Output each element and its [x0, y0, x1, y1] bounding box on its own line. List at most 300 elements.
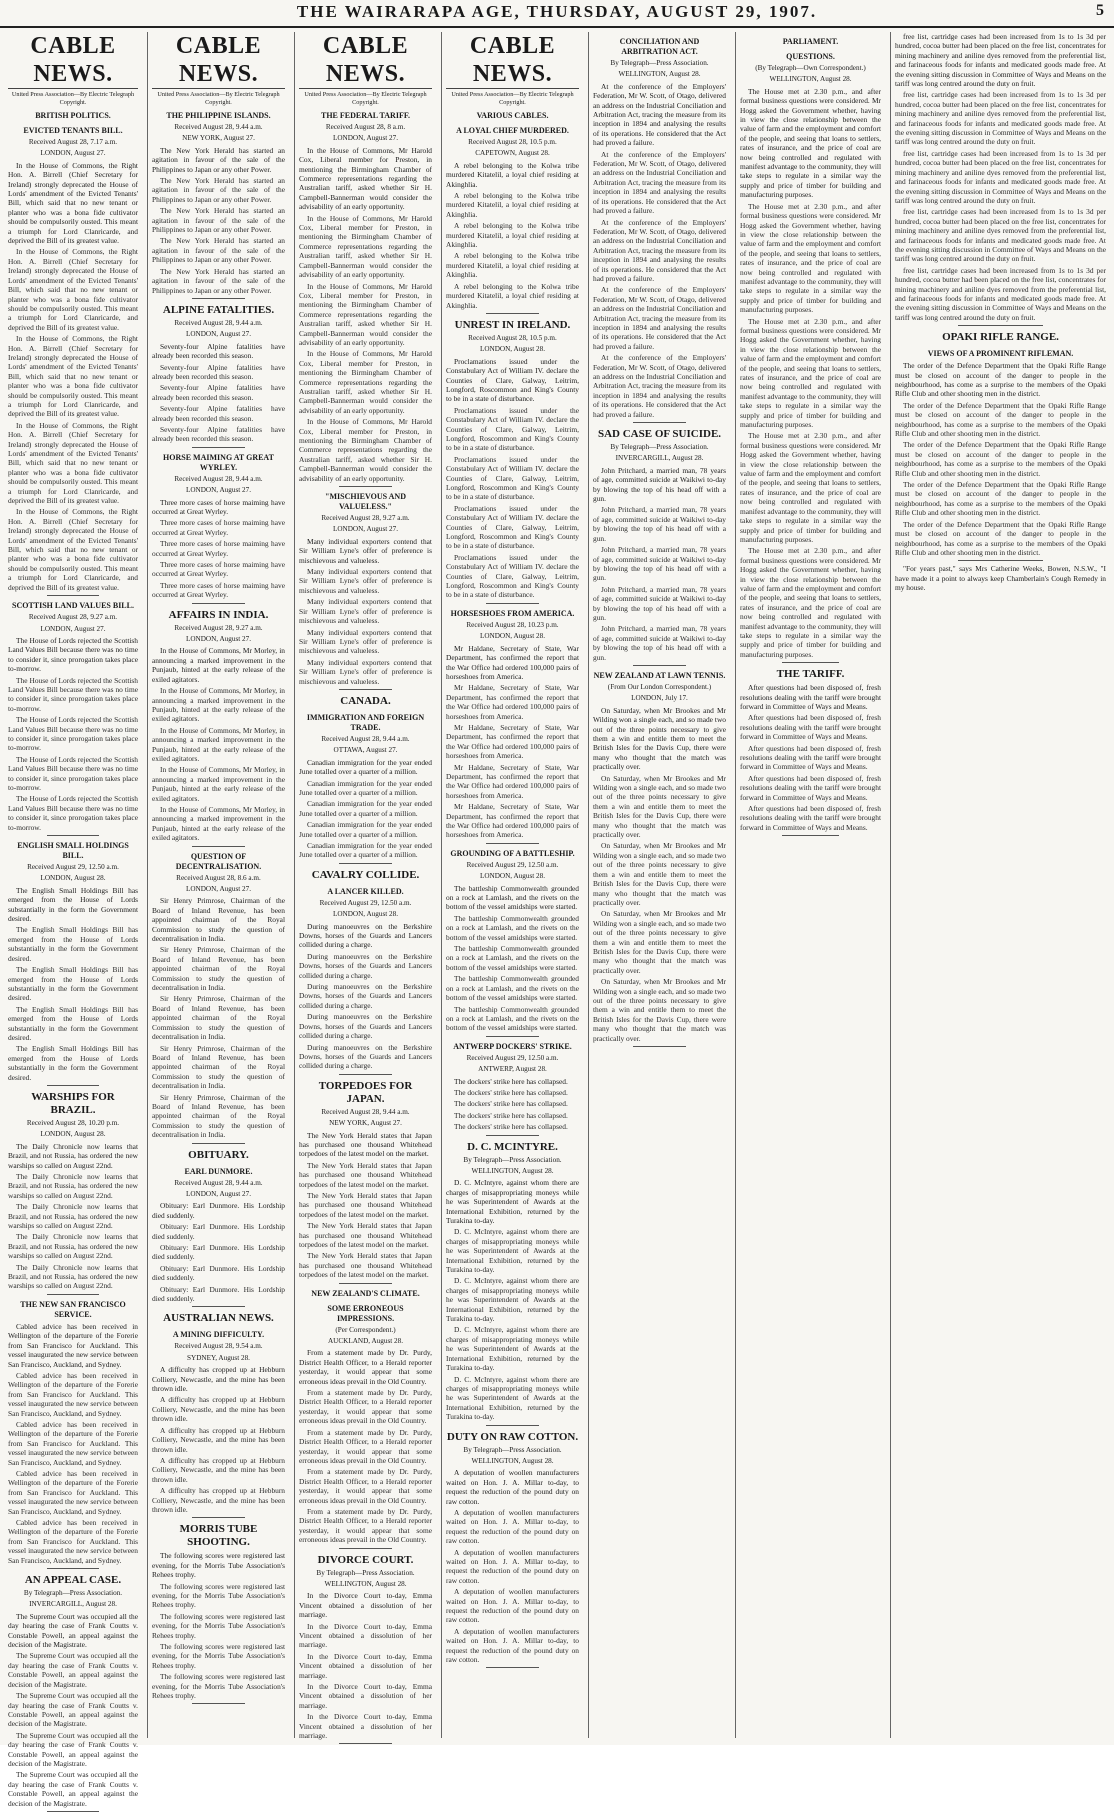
article-heading: BRITISH POLITICS.: [35, 111, 111, 120]
article-body-filler: The battleship Commonwealth grounded on a rock at Lamlash, and the rivets on the bottom of the vessel amidships were started.: [446, 913, 579, 942]
article-body-filler: Seventy-four Alpine fatalities have already been recorded this season.: [152, 404, 285, 423]
article-rule: [782, 662, 838, 663]
article-subheading: EARL DUNMORE.: [184, 1166, 253, 1176]
article-body: The New York Herald states that Japan has purchased one thousand Whitehead torpedoes of the latest model on the market.: [299, 1130, 432, 1159]
article-body-filler: The House of Lords rejected the Scottish Land Values Bill because there was no time to consider it, since prorogation takes place to-morrow.: [8, 675, 138, 713]
article-body: After questions had been disposed of, fresh resolutions dealing with the tariff were brought forward in Committee of Ways and Means.: [740, 683, 881, 711]
dateline: ANTWERP, August 28.: [478, 1065, 547, 1074]
article-rule: [486, 843, 539, 844]
article-heading: ENGLISH SMALL HOLDINGS BILL.: [17, 841, 129, 861]
article-body-filler: During manoeuvres on the Berkshire Downs, horses of the Guards and Lancers collided during a charge.: [299, 1012, 432, 1041]
masthead: [0, 0, 1114, 28]
article-rule: [339, 486, 392, 487]
article-rule: [192, 1703, 245, 1704]
article-rule: [339, 1548, 392, 1549]
article-heading: AUSTRALIAN NEWS.: [163, 1312, 274, 1325]
article-body-filler: The House met at 2.30 p.m., and after formal business questions were considered. Mr Hogg asked the Government whether, having in view the close relationship between the value of farm and the employment and comfort of the people, and seeing that loans to settlers, rates of insurance, and the price of coal are now being controlled and regulated with manifest advantage to the community, they will take steps to regulate in a similar way the supply and price of timber for building and manufacturing purposes.: [740, 201, 881, 315]
received-line: By Telegraph—Press Association.: [463, 1445, 562, 1454]
article-rule: [486, 1425, 539, 1426]
article-body: The order of the Defence Department that the Opaki Rifle Range must be closed on account of the danger to people in the neighbourhood, has come as a surprise to the members of the Opaki Rifle Club and other shooting men in the district.: [895, 361, 1106, 399]
article-body-filler: The Supreme Court was occupied all the day hearing the case of Frank Coutts v. Constable Powell, an appeal against the decision of the Magistrate.: [8, 1651, 138, 1689]
article-body: In the House of Commons, Mr Morley, in announcing a marked improvement in the Punjaub, hinted at the early release of the exiled agitators.: [152, 646, 285, 684]
article-heading: THE TARIFF.: [776, 668, 845, 681]
article-body-filler: Cabled advice has been received in Wellington of the departure of the Forerie from San Francisco for Auckland. This vessel inaugurated the new service between San Francisco, Auckland, and Sydney.: [8, 1468, 138, 1516]
article-body-filler: From a statement made by Dr. Purdy, District Health Officer, to a Herald reporter yesterday, it would appear that some erroneous ideas prevail in the Old Country.: [299, 1388, 432, 1426]
article-body-filler: In the House of Commons, the Right Hon. A. Birrell (Chief Secretary for Ireland) strongly deprecated the House of Lords' amendment of the Evicted Tenants' Bill, which said that no new tenant or planter who was a bona fide cultivator should be compulsorily ousted. This meant a triumph for Lord Clanricarde, and deprived the Bill of its greatest value.: [8, 507, 138, 592]
received-line: Received August 28, 9.27 a.m.: [321, 514, 410, 523]
article-heading: PARLIAMENT.: [782, 37, 839, 46]
article-body-filler: In the House of Commons, Mr Harold Cox, Liberal member for Preston, in mentioning the Birmingham Chamber of Commerce representations regarding the Australian tariff, asked whether Sir H. Campbell-Bannerman would consider the advisability of an early opportunity.: [299, 213, 432, 280]
article-body-filler: Obituary: Earl Dunmore. His Lordship died suddenly.: [152, 1243, 285, 1262]
article-body-filler: The New York Herald has started an agitation in favour of the sale of the Philippines to Japan or any other Power.: [152, 206, 285, 235]
article-body: At the conference of the Employers' Federation, Mr W. Scott, of Otago, delivered an address on the Industrial Conciliation and Arbitration Act, tracing the measure from its inception in 1894 and analysing the results of its operations. He considered that the Act had proved a failure.: [593, 81, 726, 148]
article-body-filler: free list, cartridge cases had been increased from 1s to 1s 3d per hundred, cocoa butter had been placed on the free list, concentrates for mining machinery and aniline dyes removed from the preferential list, and farinaceous foods for infants and medicated goods made free. At the evening sitting discussion in Committee of Ways and Means on the tariff was long centred around the duty on fruit.: [895, 265, 1106, 322]
article-body-filler: In the House of Commons, the Right Hon. A. Birrell (Chief Secretary for Ireland) strongly deprecated the House of Lords' amendment of the Evicted Tenants' Bill, which said that no new tenant or planter who was a bona fide cultivator should be compulsorily ousted. This meant a triumph for Lord Clanricarde, and deprived the Bill of its greatest value.: [8, 420, 138, 506]
article: [740, 668, 881, 836]
article-heading: WARSHIPS FOR BRAZIL.: [31, 1090, 115, 1116]
article-rule: [192, 846, 245, 847]
article-body-filler: In the House of Commons, Mr Morley, in announcing a marked improvement in the Punjaub, hinted at the early release of the exiled agitators.: [152, 686, 285, 724]
article-rule: [47, 595, 99, 596]
received-line: (By Telegraph—Own Correspondent.): [755, 64, 866, 72]
article-rule: [192, 603, 245, 604]
article: [593, 428, 726, 666]
cable-news-subtitle: United Press Association—By Electric Telegraph Copyright.: [157, 91, 280, 106]
article-body-filler: The dockers' strike here has collapsed.: [454, 1110, 568, 1120]
article-rule: [339, 1074, 392, 1075]
dateline: LONDON, August 28.: [40, 1130, 106, 1139]
article: [593, 671, 726, 1047]
article-rule: [339, 863, 392, 864]
article-body-filler: A difficulty has cropped up at Hebburn Colliery, Newcastle, and the mine has been thrown idle.: [152, 1486, 285, 1514]
article-body-filler: The following scores were registered last evening, for the Morris Tube Association's Rehees trophy.: [152, 1611, 285, 1640]
dateline: WELLINGTON, August 28.: [618, 70, 701, 79]
article-heading: MORRIS TUBE SHOOTING.: [179, 1523, 258, 1549]
article-body: From a statement made by Dr. Purdy, District Health Officer, to a Herald reporter yesterday, it would appear that some erroneous ideas prevail in the Old Country.: [299, 1348, 432, 1386]
article-body-filler: At the conference of the Employers' Federation, Mr W. Scott, of Otago, delivered an address on the Industrial Conciliation and Arbitration Act, tracing the measure from its inception in 1894 and analysing the results of its operations. He considered that the Act had proved a failure.: [593, 149, 726, 216]
article: [152, 852, 285, 1144]
article-body: A deputation of woollen manufacturers waited on Hon. J. A. Millar to-day, to request the reduction of the pound duty on raw cotton.: [446, 1468, 579, 1506]
article-body: Obituary: Earl Dunmore. His Lordship died suddenly.: [152, 1201, 285, 1220]
article-body-filler: The Daily Chronicle now learns that Brazil, and not Russia, has ordered the new warships so called on August 22nd.: [8, 1172, 138, 1200]
article: [152, 453, 285, 604]
received-line: By Telegraph—Press Association.: [610, 59, 709, 67]
article: [299, 1554, 432, 1745]
article-body-filler: Seventy-four Alpine fatalities have already been recorded this season.: [152, 383, 285, 402]
dateline: LONDON, August 28.: [479, 872, 546, 881]
article-body-filler: John Pritchard, a married man, 78 years of age, committed suicide at Waikiwi to-day by blowing the top of his head off with a gun.: [593, 505, 726, 543]
article-body-filler: A rebel belonging to the Kolwa tribe murdered Kitatelil, a loyal chief residing at Akinghlia.: [446, 221, 579, 250]
article-body-filler: Three more cases of horse maiming have occurred at Great Wyrley.: [152, 580, 285, 600]
article: [446, 849, 579, 1037]
article-body-filler: The following scores were registered last evening, for the Morris Tube Association's Rehees trophy.: [152, 1642, 285, 1670]
article-rule: [633, 665, 686, 666]
article: [895, 32, 1106, 326]
article: [299, 492, 432, 690]
article-rule: [633, 1046, 686, 1047]
article: [8, 1574, 138, 1812]
article-heading: SAD CASE OF SUICIDE.: [597, 428, 722, 441]
article-body-filler: From a statement made by Dr. Purdy, District Health Officer, to a Herald reporter yesterday, it would appear that some erroneous ideas prevail in the Old Country.: [299, 1506, 432, 1545]
article-heading: QUESTION OF DECENTRALISATION.: [175, 851, 262, 871]
article-body-filler: Three more cases of horse maiming have occurred at Great Wyrley.: [152, 518, 285, 537]
article-body-filler: Three more cases of horse maiming have occurred at Great Wyrley.: [152, 560, 285, 579]
article-body-filler: Seventy-four Alpine fatalities have already been recorded this season.: [152, 362, 285, 381]
article-body-filler: Many individual exporters contend that Sir William Lyne's offer of preference is mischievous and valueless.: [299, 657, 432, 686]
article-heading: UNREST IN IRELAND.: [454, 318, 571, 331]
article-body: In the Divorce Court to-day, Emma Vincent obtained a dissolution of her marriage.: [299, 1591, 432, 1620]
cable-news-subtitle: United Press Association—By Electric Telegraph Copyright.: [304, 91, 427, 106]
received-line: Received August 28, 9.44 a.m.: [321, 1107, 410, 1116]
article-rule: [192, 1517, 245, 1518]
article-body-filler: In the Divorce Court to-day, Emma Vincent obtained a dissolution of her marriage.: [299, 1651, 432, 1680]
article-body-filler: The New York Herald states that Japan has purchased one thousand Whitehead torpedoes of the latest model on the market.: [299, 1221, 432, 1249]
article-rule: [486, 313, 539, 314]
article-body-filler: At the conference of the Employers' Federation, Mr W. Scott, of Otago, delivered an address on the Industrial Conciliation and Arbitration Act, tracing the measure from its inception in 1894 and analysing the results of its operations. He considered that the Act had proved a failure.: [593, 353, 726, 419]
article-subheading: EVICTED TENANTS BILL.: [23, 126, 123, 135]
article-body-filler: John Pritchard, a married man, 78 years of age, committed suicide at Waikiwi to-day by blowing the top of his head off with a gun.: [593, 624, 726, 662]
article-body-filler: In the House of Commons, the Right Hon. A. Birrell (Chief Secretary for Ireland) strongly deprecated the House of Lords' amendment of the Evicted Tenants' Bill, which said that no new tenant or planter who was a bona fide cultivator should be compulsorily ousted. This meant a triumph for Lord Clanricarde, and deprived the Bill of its greatest value.: [8, 334, 138, 419]
article-rule: [782, 835, 838, 836]
article-rule: [339, 689, 392, 690]
article-body-filler: On Saturday, when Mr Brookes and Mr Wilding won a single each, and so made two out of the three points necessary to give them a win and entitle them to meet the British Isles for the Davis Cup, there were many who thought that the match was practically over.: [593, 841, 726, 907]
page-number: 5: [1096, 2, 1104, 19]
article-rule: [958, 325, 1042, 326]
article-body-filler: A rebel belonging to the Kolwa tribe murdered Kitatelil, a loyal chief residing at Akinghlia.: [446, 191, 579, 219]
article-body-filler: Proclamations issued under the Constabulary Act of William IV. declare the Counties of Clare, Galway, Leitrim, Longford, Roscommon and King's County to be in a state of disturbance.: [446, 503, 579, 551]
received-line: Received August 28, 9.44 a.m.: [174, 1178, 263, 1187]
article-body-filler: On Saturday, when Mr Brookes and Mr Wilding won a single each, and so made two out of the three points necessary to give them a win and entitle them to meet the British Isles for the Davis Cup, there were many who thought that the match was practically over.: [593, 773, 726, 840]
received-line: Received August 28, 9.44 a.m.: [174, 318, 263, 327]
article-body-filler: Sir Henry Primrose, Chairman of the Board of Inland Revenue, has been appointed chairman of the Royal Commission to study the question of decentralisation in India.: [152, 994, 285, 1042]
article-body-filler: On Saturday, when Mr Brookes and Mr Wilding won a single each, and so made two out of the three points necessary to give them a win and entitle them to meet the British Isles for the Davis Cup, there were many who thought that the match was practically over.: [593, 977, 726, 1043]
article-body-filler: The New York Herald states that Japan has purchased one thousand Whitehead torpedoes of the latest model on the market.: [299, 1190, 432, 1219]
article-rule: [486, 1036, 539, 1037]
dateline: LONDON, August 27.: [40, 624, 106, 633]
article-heading: OPAKI RIFLE RANGE.: [942, 331, 1059, 344]
article-body-filler: After questions had been disposed of, fresh resolutions dealing with the tariff were brought forward in Committee of Ways and Means.: [740, 743, 881, 772]
article-body-filler: On Saturday, when Mr Brookes and Mr Wilding won a single each, and so made two out of the three points necessary to give them a win and entitle them to meet the British Isles for the Davis Cup, there were many who thought that the match was practically over.: [593, 909, 726, 975]
article-subheading: IMMIGRATION AND FOREIGN TRADE.: [306, 712, 425, 732]
dateline: NEW YORK, August 27.: [182, 134, 255, 143]
dateline: WELLINGTON, August 28.: [471, 1166, 554, 1175]
article-subheading: A LOYAL CHIEF MURDERED.: [456, 126, 569, 135]
article-body: Many individual exporters contend that Sir William Lyne's offer of preference is mischievous and valueless.: [299, 536, 432, 565]
article-body: John Pritchard, a married man, 78 years of age, committed suicide at Waikiwi to-day by blowing the top of his head off with a gun.: [593, 465, 726, 504]
article-body-filler: A difficulty has cropped up at Hebburn Colliery, Newcastle, and the mine has been thrown idle.: [152, 1425, 285, 1454]
article-body-filler: Cabled advice has been received in Wellington of the departure of the Forerie from San Francisco for Auckland. This vessel inaugurated the new service between San Francisco, Auckland, and Sydney.: [8, 1419, 138, 1467]
received-line: Received August 29, 12.50 a.m.: [319, 898, 412, 907]
column-5: [588, 32, 730, 1738]
article-rule: [633, 422, 686, 423]
article-heading: CAVALRY COLLIDE.: [311, 868, 420, 881]
article-body-filler: The New York Herald has started an agitation in favour of the sale of the Philippines to Japan or any other Power.: [152, 176, 285, 204]
article-body: The House of Lords rejected the Scottish Land Values Bill because there was no time to consider it, since prorogation takes place to-morrow.: [8, 635, 138, 674]
article-body-filler: Obituary: Earl Dunmore. His Lordship died suddenly.: [152, 1222, 285, 1241]
dateline: LONDON, August 28.: [332, 910, 399, 919]
article-body-filler: John Pritchard, a married man, 78 years of age, committed suicide at Waikiwi to-day by blowing the top of his head off with a gun.: [593, 584, 726, 622]
article: [152, 609, 285, 847]
received-line: Received August 29, 12.50 a.m.: [466, 1053, 559, 1062]
article-body-filler: Proclamations issued under the Constabulary Act of William IV. declare the Counties of Clare, Galway, Leitrim, Longford, Roscommon and King's County to be in a state of disturbance.: [446, 552, 579, 600]
article: [446, 1141, 579, 1426]
article-heading: TORPEDOES FOR JAPAN.: [318, 1079, 413, 1105]
article: [446, 111, 579, 314]
article-body-filler: Proclamations issued under the Constabulary Act of William IV. declare the Counties of Clare, Galway, Leitrim, Longford, Roscommon and King's County to be in a state of disturbance.: [446, 454, 579, 502]
article-body-filler: The New York Herald states that Japan has purchased one thousand Whitehead torpedoes of the latest model on the market.: [299, 1160, 432, 1189]
article-body-filler: In the House of Commons, Mr Harold Cox, Liberal member for Preston, in mentioning the Birmingham Chamber of Commerce representations regarding the Australian tariff, asked whether Sir H. Campbell-Bannerman would consider the advisability of an early opportunity.: [299, 417, 432, 483]
article-body: Three more cases of horse maiming have occurred at Great Wyrley.: [152, 497, 285, 516]
received-line: Received August 28, 7.17 a.m.: [28, 138, 118, 146]
received-line: By Telegraph—Press Association.: [610, 443, 709, 452]
article: [152, 304, 285, 448]
article-body-filler: A difficulty has cropped up at Hebburn Colliery, Newcastle, and the mine has been thrown idle.: [152, 1455, 285, 1484]
received-line: Received August 28, 10.5 p.m.: [468, 138, 557, 146]
article-body-filler: In the House of Commons, Mr Harold Cox, Liberal member for Preston, in mentioning the Birmingham Chamber of Commerce representations regarding the Australian tariff, asked whether Sir H. Campbell-Bannerman would consider the advisability of an early opportunity.: [299, 349, 432, 415]
article-body-filler: Obituary: Earl Dunmore. His Lordship died suddenly.: [152, 1263, 285, 1283]
article-body-filler: Sir Henry Primrose, Chairman of the Board of Inland Revenue, has been appointed chairman of the Royal Commission to study the question of decentralisation in India.: [152, 945, 285, 993]
received-line: By Telegraph—Press Association.: [316, 1568, 415, 1577]
article-body-filler: The following scores were registered last evening, for the Morris Tube Association's Rehees trophy.: [152, 1581, 285, 1610]
article-body-filler: Cabled advice has been received in Wellington of the departure of the Forerie from San Francisco for Auckland. This vessel inaugurated the new service between San Francisco, Auckland, and Sydney.: [8, 1370, 138, 1418]
article-body-filler: The House of Lords rejected the Scottish Land Values Bill because there was no time to consider it, since prorogation takes place to-morrow.: [8, 794, 138, 832]
article-body-filler: free list, cartridge cases had been increased from 1s to 1s 3d per hundred, cocoa butter had been placed on the free list, concentrates for mining machinery and aniline dyes removed from the preferential list, and farinaceous foods for infants and medicated goods made free. At the evening sitting discussion in Committee of Ways and Means on the tariff was long centred around the duty on fruit.: [895, 90, 1106, 147]
article-body-filler: free list, cartridge cases had been increased from 1s to 1s 3d per hundred, cocoa butter had been placed on the free list, concentrates for mining machinery and aniline dyes removed from the preferential list, and farinaceous foods for infants and medicated goods made free. At the evening sitting discussion in Committee of Ways and Means on the tariff was long centred around the duty on fruit.: [895, 148, 1106, 205]
article-subheading: QUESTIONS.: [786, 52, 835, 61]
article-body-filler: In the Divorce Court to-day, Emma Vincent obtained a dissolution of her marriage.: [299, 1682, 432, 1710]
received-line: Received August 28, 9.27 a.m.: [174, 623, 263, 632]
dateline: LONDON, July 17.: [631, 694, 688, 703]
article-body: The Supreme Court was occupied all the day hearing the case of Frank Coutts v. Constable Powell, an appeal against the decision of the Magistrate.: [8, 1611, 138, 1650]
article-body-filler: The English Small Holdings Bill has emerged from the House of Lords substantially in the form the Government desired.: [8, 1004, 138, 1042]
article-body-filler: In the Divorce Court to-day, Emma Vincent obtained a dissolution of her marriage.: [299, 1621, 432, 1650]
article-body-filler: Cabled advice has been received in Wellington of the departure of the Forerie from San Francisco for Auckland. This vessel inaugurated the new service between San Francisco, Auckland, and Sydney.: [8, 1518, 138, 1565]
cable-news-title: CABLE NEWS.: [8, 32, 138, 89]
received-line: Received August 28, 10.5 p.m.: [468, 333, 557, 342]
article-body: The English Small Holdings Bill has emerged from the House of Lords substantially in the form the Government desired.: [8, 885, 138, 924]
article-body-filler: The battleship Commonwealth grounded on a rock at Lamlash, and the rivets on the bottom of the vessel amidships were started.: [446, 1004, 579, 1033]
article-subheading: VIEWS OF A PROMINENT RIFLEMAN.: [927, 349, 1074, 359]
article-body-filler: From a statement made by Dr. Purdy, District Health Officer, to a Herald reporter yesterday, it would appear that some erroneous ideas prevail in the Old Country.: [299, 1427, 432, 1465]
article-body-filler: A rebel belonging to the Kolwa tribe murdered Kitatelil, a loyal chief residing at Akinghlia.: [446, 251, 579, 280]
article-body-filler: The order of the Defence Department that the Opaki Rifle Range must be closed on account of the danger to people in the neighbourhood, has come as a surprise to the members of the Opaki Rifle Club and other shooting men in the district.: [895, 400, 1106, 439]
article-body-filler: After questions had been disposed of, fresh resolutions dealing with the tariff were brought forward in Committee of Ways and Means.: [740, 773, 881, 802]
article: [299, 695, 432, 864]
article: [299, 111, 432, 487]
received-line: Received August 28, 9.44 a.m.: [174, 123, 263, 131]
article-body-filler: The dockers' strike here has collapsed.: [454, 1099, 568, 1109]
article: [152, 1523, 285, 1704]
article-body-filler: The English Small Holdings Bill has emerged from the House of Lords substantially in the form the Government desired.: [8, 1044, 138, 1082]
article-body-filler: D. C. McIntyre, against whom there are charges of misappropriating moneys while he was Superintendent of Awards at the International Exhibition, returned by the Turakina to-day.: [446, 1276, 579, 1324]
article-heading: THE NEW SAN FRANCISCO SERVICE.: [20, 1299, 126, 1319]
article: [8, 111, 138, 596]
article-body-filler: After questions had been disposed of, fresh resolutions dealing with the tariff were brought forward in Committee of Ways and Means.: [740, 804, 881, 832]
article-body-filler: The English Small Holdings Bill has emerged from the House of Lords substantially in the form the Government desired.: [8, 965, 138, 1003]
article-body-filler: During manoeuvres on the Berkshire Downs, horses of the Guards and Lancers collided during a charge.: [299, 982, 432, 1010]
dateline: LONDON, August 27.: [185, 1189, 252, 1198]
article-body: The House met at 2.30 p.m., and after formal business questions were considered. Mr Hogg asked the Government whether, having in view the close relationship between the value of farm and the employment and comfort of the people, and seeing that loans to settlers, rates of insurance, and the price of coal are now being controlled and regulated with manifest advantage to the community, they will take steps to regulate in a similar way the supply and price of timber for building and manufacturing purposes.: [740, 86, 881, 200]
article-heading: HORSE MAIMING AT GREAT WYRLEY.: [163, 452, 274, 472]
received-line: Received August 28, 10.23 p.m.: [466, 620, 559, 629]
article: [446, 1042, 579, 1136]
dateline: LONDON, August 27.: [332, 525, 399, 534]
dateline: LONDON, August 27.: [40, 149, 106, 158]
received-line: Received August 28, 8 a.m.: [325, 123, 406, 131]
dateline: INVERCARGILL, August 28.: [615, 454, 704, 463]
article: [895, 331, 1106, 561]
column-3: [294, 32, 436, 1741]
article-heading: NEW ZEALAND AT LAWN TENNIS.: [593, 670, 726, 680]
article-body-filler: The dockers' strike here has collapsed.: [454, 1087, 568, 1097]
article-body-filler: In the House of Commons, Mr Morley, in announcing a marked improvement in the Punjaub, hinted at the early release of the exiled agitators.: [152, 804, 285, 843]
article-body: The New York Herald has started an agitation in favour of the sale of the Philippines to Japan or any other Power.: [152, 145, 285, 174]
article-heading: THE FEDERAL TARIFF.: [321, 111, 410, 120]
article-body-filler: A deputation of woollen manufacturers waited on Hon. J. A. Millar to-day, to request the reduction of the pound duty on raw cotton.: [446, 1587, 579, 1625]
article-body-filler: The order of the Defence Department that the Opaki Rifle Range must be closed on account of the danger to people in the neighbourhood, has come as a surprise to the members of the Opaki Rifle Club and other shooting men in the district.: [895, 480, 1106, 518]
cable-news-subtitle: United Press Association—By Electric Telegraph Copyright.: [451, 91, 574, 106]
article-body-filler: The House of Lords rejected the Scottish Land Values Bill because there was no time to consider it, since prorogation takes place to-morrow.: [8, 754, 138, 792]
article-body: The battleship Commonwealth grounded on a rock at Lamlash, and the rivets on the bottom of the vessel amidships were started.: [446, 883, 579, 912]
article-body-filler: Proclamations issued under the Constabulary Act of William IV. declare the Counties of Clare, Galway, Leitrim, Longford, Roscommon and King's County to be in a state of disturbance.: [446, 405, 579, 453]
column-7: [890, 32, 1110, 1738]
article-body: Seventy-four Alpine fatalities have already been recorded this season.: [152, 341, 285, 361]
article-body-filler: Canadian immigration for the year ended June totalled over a quarter of a million.: [299, 841, 432, 860]
received-line: Received August 29, 12.50 a.m.: [466, 860, 559, 869]
article-body-filler: Canadian immigration for the year ended June totalled over a quarter of a million.: [299, 799, 432, 818]
received-line: Received August 28, 9.54 a.m.: [174, 1342, 263, 1351]
article-rule: [486, 1667, 539, 1668]
article-body: During manoeuvres on the Berkshire Downs, horses of the Guards and Lancers collided during a charge.: [299, 921, 432, 950]
article-body-filler: In the House of Commons, Mr Morley, in announcing a marked improvement in the Punjaub, hinted at the early release of the exiled agitators.: [152, 725, 285, 763]
received-line: (From Our London Correspondent.): [607, 682, 712, 691]
article-body-filler: In the House of Commons, the Right Hon. A. Birrell (Chief Secretary for Ireland) strongly deprecated the House of Lords' amendment of the Evicted Tenants' Bill, which said that no new tenant or planter who was a bona fide cultivator should be compulsorily ousted. This meant a triumph for Lord Clanricarde, and deprived the Bill of its greatest value.: [8, 247, 138, 332]
article-body-filler: In the Divorce Court to-day, Emma Vincent obtained a dissolution of her marriage.: [299, 1712, 432, 1741]
article-subheading: SOME ERRONEOUS IMPRESSIONS.: [327, 1303, 404, 1323]
article-body-filler: The English Small Holdings Bill has emerged from the House of Lords substantially in the form the Government desired.: [8, 925, 138, 963]
article-body: The Daily Chronicle now learns that Brazil, and not Russia, has ordered the new warships so called on August 22nd.: [8, 1141, 138, 1170]
article-heading: SCOTTISH LAND VALUES BILL.: [12, 601, 134, 611]
dateline: LONDON, August 28.: [479, 632, 546, 641]
article-body: D. C. McIntyre, against whom there are charges of misappropriating moneys while he was Superintendent of Awards at the International Exhibition, returned by the Turakina to-day.: [446, 1178, 579, 1225]
article-body-filler: At the conference of the Employers' Federation, Mr W. Scott, of Otago, delivered an address on the Industrial Conciliation and Arbitration Act, tracing the measure from its inception in 1894 and analysing the results of its operations. He considered that the Act had proved a failure.: [593, 217, 726, 283]
article-rule: [486, 1135, 539, 1136]
advertisement-note: "For years past," says Mrs Catherine Weeks, Bowen, N.S.W., "I have made it a point to always keep Chamberlain's Cough Remedy in my house.: [895, 564, 1106, 593]
article-body-filler: During manoeuvres on the Berkshire Downs, horses of the Guards and Lancers collided during a charge.: [299, 951, 432, 980]
column-4: [441, 32, 583, 1738]
article-body-filler: The order of the Defence Department that the Opaki Rifle Range must be closed on account of the danger to people in the neighbourhood, has come as a surprise to the members of the Opaki Rifle Club and other shooting men in the district.: [895, 519, 1106, 557]
article-body: Sir Henry Primrose, Chairman of the Board of Inland Revenue, has been appointed chairman of the Royal Commission to study the question of decentralisation in India.: [152, 896, 285, 944]
article-body: In the House of Commons, Mr Harold Cox, Liberal member for Preston, in mentioning the Birmingham Chamber of Commerce representations regarding the Australian tariff, asked whether Sir H. Campbell-Bannerman would consider the advisability of an early opportunity.: [299, 145, 432, 212]
received-line: Received August 29, 12.50 a.m.: [27, 863, 119, 872]
article-body-filler: From a statement made by Dr. Purdy, District Health Officer, to a Herald reporter yesterday, it would appear that some erroneous ideas prevail in the Old Country.: [299, 1467, 432, 1505]
article-body-filler: The Supreme Court was occupied all the day hearing the case of Frank Coutts v. Constable Powell, an appeal against the decision of the Magistrate.: [8, 1770, 138, 1808]
article-body-filler: The New York Herald has started an agitation in favour of the sale of the Philippines to Japan or any other Power.: [152, 236, 285, 265]
article: [446, 609, 579, 844]
column-1: [4, 32, 142, 1808]
article-body-filler: A rebel belonging to the Kolwa tribe murdered Kitatelil, a loyal chief residing at Akinghlia.: [446, 281, 579, 310]
article: [299, 869, 432, 1075]
article: [152, 1149, 285, 1308]
dateline: CAPETOWN, August 28.: [475, 149, 550, 158]
dateline: INVERCARGILL, August 28.: [29, 1600, 117, 1609]
received-line: (Per Correspondent.): [335, 1325, 396, 1334]
article-body-filler: Sir Henry Primrose, Chairman of the Board of Inland Revenue, has been appointed chairman of the Royal Commission to study the question of decentralisation in India.: [152, 1092, 285, 1140]
article-body-filler: A deputation of woollen manufacturers waited on Hon. J. A. Millar to-day, to request the reduction of the pound duty on raw cotton.: [446, 1507, 579, 1546]
column-6: [735, 32, 885, 1738]
received-line: By Telegraph—Press Association.: [463, 1155, 562, 1164]
article-heading: ANTWERP DOCKERS' STRIKE.: [453, 1041, 572, 1051]
dateline: LONDON, August 27.: [185, 486, 252, 495]
article-body-filler: The New York Herald has started an agitation in favour of the sale of the Philippines to Japan or any other Power.: [152, 266, 285, 295]
article-body: On Saturday, when Mr Brookes and Mr Wilding won a single each, and so made two out of the three points necessary to give them a win and entitle them to meet the British Isles for the Davis Cup, there were many who thought that the match was practically over.: [593, 705, 726, 772]
received-line: By Telegraph—Press Association.: [23, 1589, 123, 1598]
article-body-filler: The battleship Commonwealth grounded on a rock at Lamlash, and the rivets on the bottom of the vessel amidships were started.: [446, 944, 579, 972]
article-body-filler: At the conference of the Employers' Federation, Mr W. Scott, of Otago, delivered an address on the Industrial Conciliation and Arbitration Act, tracing the measure from its inception in 1894 and analysing the results of its operations. He considered that the Act had proved a failure.: [593, 285, 726, 351]
masthead-title: THE WAIRARAPA AGE, THURSDAY, AUGUST 29, 1907.: [296, 2, 818, 21]
article-body-filler: D. C. McIntyre, against whom there are charges of misappropriating moneys while he was Superintendent of Awards at the International Exhibition, returned by the Turakina to-day.: [446, 1325, 579, 1373]
article-body-filler: The following scores were registered last evening, for the Morris Tube Association's Rehees trophy.: [152, 1672, 285, 1701]
dateline: LONDON, August 27.: [185, 330, 252, 339]
article-heading: ALPINE FATALITIES.: [162, 303, 275, 316]
received-line: Received August 28, 8.6 a.m.: [176, 873, 261, 882]
dateline: WELLINGTON, August 28.: [769, 75, 852, 84]
dateline: LONDON, August 27.: [185, 635, 252, 644]
article-rule: [192, 1306, 245, 1307]
article-subheading: A LANCER KILLED.: [327, 886, 404, 896]
article-body-filler: The House met at 2.30 p.m., and after formal business questions were considered. Mr Hogg asked the Government whether, having in view the close relationship between the value of farm and the employment and comfort of the people, and seeing that loans to settlers, rates of insurance, and the price of coal are now being controlled and regulated with manifest advantage to the community, they will take steps to regulate in a similar way the supply and price of timber for building and manufacturing purposes.: [740, 316, 881, 430]
article-heading: DIVORCE COURT.: [317, 1553, 414, 1566]
article-rule: [192, 1143, 245, 1144]
article-body-filler: Many individual exporters contend that Sir William Lyne's offer of preference is mischievous and valueless.: [299, 597, 432, 626]
article-body-filler: A deputation of woollen manufacturers waited on Hon. J. A. Millar to-day, to request the reduction of the pound duty on raw cotton.: [446, 1547, 579, 1585]
article-heading: CONCILIATION AND ARBITRATION ACT.: [619, 37, 700, 56]
dateline: NEW YORK, August 27.: [329, 1119, 402, 1128]
article-body-filler: Mr Haldane, Secretary of State, War Department, has confirmed the report that the War Office had ordered 100,000 pairs of horseshoes from America.: [446, 762, 579, 800]
article-body-filler: The Daily Chronicle now learns that Brazil, and not Russia, has ordered the new warships so called on August 22nd.: [8, 1202, 138, 1231]
column-2: [147, 32, 289, 1738]
article: [446, 1431, 579, 1669]
article: [152, 111, 285, 299]
article-rule: [47, 1568, 99, 1569]
article: [299, 1080, 432, 1284]
article-body-filler: A difficulty has cropped up at Hebburn Colliery, Newcastle, and the mine has been thrown idle.: [152, 1395, 285, 1424]
article-heading: NEW ZEALAND'S CLIMATE.: [311, 1288, 420, 1298]
article-body: free list, cartridge cases had been increased from 1s to 1s 3d per hundred, cocoa butter had been placed on the free list, concentrates for mining machinery and aniline dyes removed from the preferential list, and farinaceous foods for infants and medicated goods made free. At the evening sitting discussion in Committee of Ways and Means on the tariff was long centred around the duty on fruit.: [895, 32, 1106, 89]
article-rule: [339, 1283, 392, 1284]
article-heading: AN APPEAL CASE.: [24, 1574, 122, 1587]
article-rule: [47, 1085, 99, 1086]
article-body-filler: John Pritchard, a married man, 78 years of age, committed suicide at Waikiwi to-day by blowing the top of his head off with a gun.: [593, 545, 726, 583]
article-body-filler: The Daily Chronicle now learns that Brazil, and not Russia, has ordered the new warships so called on August 22nd.: [8, 1232, 138, 1261]
article-body-filler: In the House of Commons, Mr Harold Cox, Liberal member for Preston, in mentioning the Birmingham Chamber of Commerce representations regarding the Australian tariff, asked whether Sir H. Campbell-Bannerman would consider the advisability of an early opportunity.: [299, 281, 432, 347]
article-rule: [486, 603, 539, 604]
article-body-filler: The battleship Commonwealth grounded on a rock at Lamlash, and the rivets on the bottom of the vessel amidships were started.: [446, 974, 579, 1003]
received-line: Received August 28, 9.44 a.m.: [321, 734, 410, 743]
received-line: Received August 28, 10.20 p.m.: [26, 1118, 120, 1127]
article-body-filler: Many individual exporters contend that Sir William Lyne's offer of preference is mischievous and valueless.: [299, 627, 432, 656]
article-heading: DUTY ON RAW COTTON.: [446, 1430, 579, 1443]
article-body-filler: Canadian immigration for the year ended June totalled over a quarter of a million.: [299, 820, 432, 839]
article-body-filler: During manoeuvres on the Berkshire Downs, horses of the Guards and Lancers collided during a charge.: [299, 1042, 432, 1071]
article-body: In the House of Commons, the Right Hon. A. Birrell (Chief Secretary for Ireland) strongly deprecated the House of Lords' amendment of the Evicted Tenants' Bill, which said that no new tenant or planter who was a bona fide cultivator should be compulsorily ousted. This meant a triumph for Lord Clanricarde, and deprived the Bill of its greatest value.: [8, 160, 138, 246]
dateline: WELLINGTON, August 28.: [471, 1456, 554, 1465]
dateline: SYDNEY, August 28.: [187, 1353, 250, 1362]
article: [299, 1289, 432, 1549]
article-heading: "MISCHIEVOUS AND VALUELESS.": [325, 492, 406, 512]
article-body: The dockers' strike here has collapsed.: [454, 1076, 568, 1086]
article-rule: [47, 835, 99, 836]
